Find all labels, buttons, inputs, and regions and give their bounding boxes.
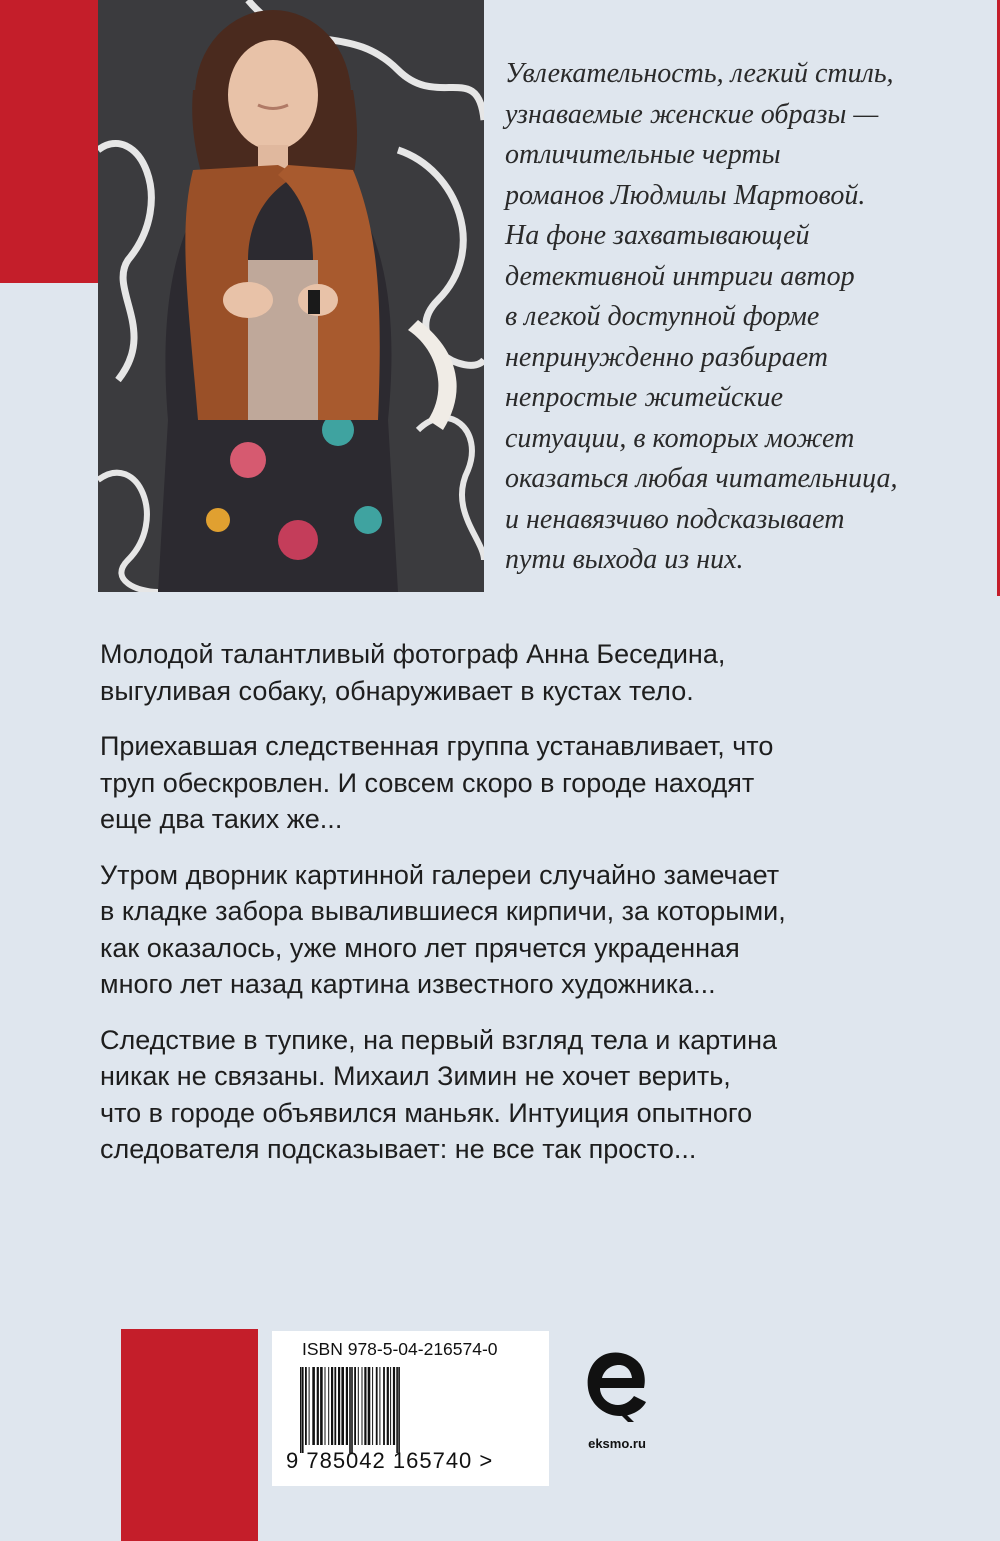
isbn-label: ISBN 978-5-04-216574-0 [302, 1339, 498, 1359]
annotation-line: еще два таких же... [100, 804, 343, 834]
blurb-line: пути выхода из них. [505, 544, 744, 575]
blurb-line: романов Людмилы Мартовой. [505, 179, 866, 211]
blurb-line: ситуации, в которых может [505, 422, 855, 454]
blurb-line: Увлекательность, легкий стиль, [505, 58, 894, 89]
annotation-line: труп обескровлен. И совсем скоро в городе находят [100, 767, 755, 798]
annotation-line: что в городе объявился маньяк. Интуиция опытного [100, 1097, 753, 1128]
barcode-digits: 9 785042 165740 > [286, 1448, 494, 1473]
blurb-line: и ненавязчиво подсказывает [505, 503, 845, 535]
blurb-line: оказаться любая читательница, [505, 463, 898, 494]
publisher-url: eksmo.ru [588, 1436, 646, 1451]
annotation-line: как оказалось, уже много лет прячется украденная [100, 932, 740, 963]
book-annotation [100, 636, 930, 1187]
blurb-line: На фоне захватывающей [505, 220, 810, 251]
annotation-paragraph [100, 636, 930, 709]
annotation-paragraph [100, 1022, 930, 1168]
annotation-line: в кладке забора вывалившиеся кирпичи, за которыми, [100, 896, 786, 926]
barcode-bars [286, 1367, 536, 1453]
publisher-mark [576, 1348, 658, 1468]
author-photo-illustration [98, 0, 484, 592]
blurb-line: узнаваемые женские образы — [505, 98, 879, 130]
annotation-line: Утром дворник картинной галереи случайно замечает [100, 859, 780, 890]
blurb-line: в легкой доступной форме [505, 301, 820, 332]
annotation-paragraph [100, 728, 930, 838]
eksmo-logo-icon [584, 1348, 650, 1422]
annotation-line: выгуливая собаку, обнаруживает в кустах тело. [100, 675, 694, 706]
annotation-line: никак не связаны. Михаил Зимин не хочет верить, [100, 1061, 731, 1091]
annotation-line: Следствие в тупике, на первый взгляд тела и картина [100, 1024, 778, 1055]
annotation-line: следователя подсказывает: не все так просто... [100, 1134, 697, 1164]
blurb-line: отличительные черты [505, 139, 781, 170]
blurb-line: детективной интриги автор [505, 260, 855, 292]
isbn-barcode [272, 1331, 549, 1486]
author-blurb [505, 54, 975, 581]
annotation-line: много лет назад картина известного художника... [100, 969, 716, 999]
blurb-line: непростые житейские [505, 382, 784, 413]
blurb-line: непринужденно разбирает [505, 341, 828, 373]
annotation-paragraph [100, 857, 930, 1003]
red-accent-block-bottom [121, 1329, 258, 1541]
author-photo [98, 0, 484, 592]
red-accent-block-top [0, 0, 98, 283]
annotation-line: Молодой талантливый фотограф Анна Беседина, [100, 639, 726, 669]
annotation-line: Приехавшая следственная группа устанавливает, что [100, 731, 774, 761]
